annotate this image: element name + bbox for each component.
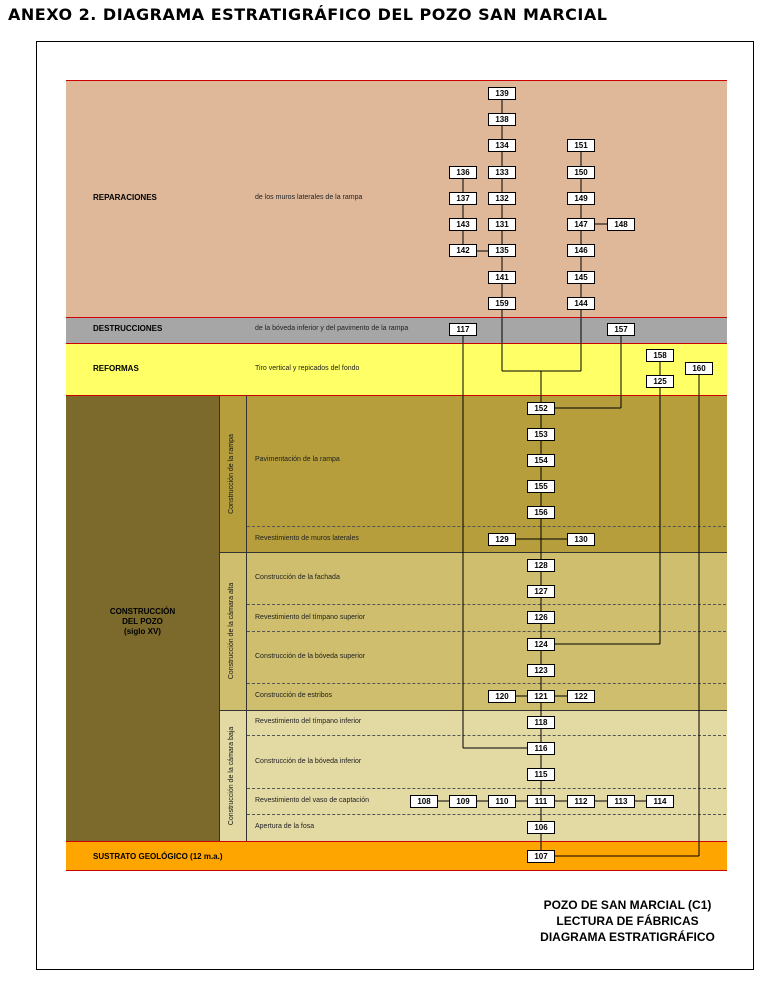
subphase-label-camara-baja: Construcción de la cámara baja xyxy=(228,726,235,826)
unit-120: 120 xyxy=(488,690,516,703)
unit-148: 148 xyxy=(607,218,635,231)
unit-107: 107 xyxy=(527,850,555,863)
unit-157: 157 xyxy=(607,323,635,336)
activity-boveda-sup: Construcción de la bóveda superior xyxy=(255,653,366,660)
activity-pavimentacion: Pavimentación de la rampa xyxy=(255,456,340,463)
unit-135: 135 xyxy=(488,244,516,257)
footer-line-3: DIAGRAMA ESTRATIGRÁFICO xyxy=(540,930,715,944)
activity-timpano-inf: Revestimiento del tímpano inferior xyxy=(255,718,362,725)
phase-desc-reparaciones: de los muros laterales de la rampa xyxy=(255,194,363,201)
unit-128: 128 xyxy=(527,559,555,572)
unit-122: 122 xyxy=(567,690,595,703)
unit-156: 156 xyxy=(527,506,555,519)
activity-timpano-sup: Revestimiento del tímpano superior xyxy=(255,614,366,621)
unit-116: 116 xyxy=(527,742,555,755)
phase-label-reformas: REFORMAS xyxy=(93,364,139,373)
unit-111: 111 xyxy=(527,795,555,808)
unit-113: 113 xyxy=(607,795,635,808)
unit-115: 115 xyxy=(527,768,555,781)
unit-149: 149 xyxy=(567,192,595,205)
unit-154: 154 xyxy=(527,454,555,467)
page-title: ANEXO 2. DIAGRAMA ESTRATIGRÁFICO DEL POZO SAN MARCIAL xyxy=(8,5,608,24)
unit-133: 133 xyxy=(488,166,516,179)
unit-146: 146 xyxy=(567,244,595,257)
unit-132: 132 xyxy=(488,192,516,205)
unit-131: 131 xyxy=(488,218,516,231)
unit-130: 130 xyxy=(567,533,595,546)
unit-118: 118 xyxy=(527,716,555,729)
unit-150: 150 xyxy=(567,166,595,179)
phase-label-sustrato: SUSTRATO GEOLÓGICO (12 m.a.) xyxy=(93,852,223,861)
unit-137: 137 xyxy=(449,192,477,205)
subphase-label-camara-alta: Construcción de la cámara alta xyxy=(228,582,235,680)
unit-108: 108 xyxy=(410,795,438,808)
activity-vaso: Revestimiento del vaso de captación xyxy=(255,797,370,804)
activity-fachada: Construcción de la fachada xyxy=(255,574,340,581)
phase-label-construccion-line3: (siglo XV) xyxy=(124,627,161,636)
unit-117: 117 xyxy=(449,323,477,336)
unit-155: 155 xyxy=(527,480,555,493)
unit-160: 160 xyxy=(685,362,713,375)
activity-fosa: Apertura de la fosa xyxy=(255,823,315,830)
unit-152: 152 xyxy=(527,402,555,415)
footer-line-1: POZO DE SAN MARCIAL (C1) xyxy=(543,898,712,912)
unit-144: 144 xyxy=(567,297,595,310)
subphase-label-rampa: Construcción de la rampa xyxy=(228,434,235,514)
unit-110: 110 xyxy=(488,795,516,808)
unit-125: 125 xyxy=(646,375,674,388)
phase-label-destrucciones: DESTRUCCIONES xyxy=(93,324,163,333)
diagram-footer xyxy=(520,897,735,945)
unit-142: 142 xyxy=(449,244,477,257)
unit-134: 134 xyxy=(488,139,516,152)
activity-revest-muros: Revestimiento de muros laterales xyxy=(255,535,359,542)
unit-109: 109 xyxy=(449,795,477,808)
unit-127: 127 xyxy=(527,585,555,598)
unit-147: 147 xyxy=(567,218,595,231)
unit-106: 106 xyxy=(527,821,555,834)
phase-desc-reformas: Tiro vertical y repicados del fondo xyxy=(255,365,360,372)
unit-138: 138 xyxy=(488,113,516,126)
unit-124: 124 xyxy=(527,638,555,651)
unit-129: 129 xyxy=(488,533,516,546)
unit-158: 158 xyxy=(646,349,674,362)
unit-121: 121 xyxy=(527,690,555,703)
unit-143: 143 xyxy=(449,218,477,231)
unit-139: 139 xyxy=(488,87,516,100)
phase-label-construccion-line2: DEL POZO xyxy=(122,617,163,626)
unit-114: 114 xyxy=(646,795,674,808)
phase-label-reparaciones: REPARACIONES xyxy=(93,193,157,202)
footer-line-2: LECTURA DE FÁBRICAS xyxy=(556,914,699,928)
activity-estribos: Construcción de estribos xyxy=(255,692,333,699)
unit-112: 112 xyxy=(567,795,595,808)
unit-159: 159 xyxy=(488,297,516,310)
unit-123: 123 xyxy=(527,664,555,677)
activity-boveda-inf: Construcción de la bóveda inferior xyxy=(255,758,362,765)
phase-label-construccion-line1: CONSTRUCCIÓN xyxy=(109,607,176,616)
unit-153: 153 xyxy=(527,428,555,441)
unit-145: 145 xyxy=(567,271,595,284)
unit-151: 151 xyxy=(567,139,595,152)
unit-136: 136 xyxy=(449,166,477,179)
unit-141: 141 xyxy=(488,271,516,284)
unit-126: 126 xyxy=(527,611,555,624)
phase-desc-destrucciones: de la bóveda inferior y del pavimento de la rampa xyxy=(255,325,409,332)
